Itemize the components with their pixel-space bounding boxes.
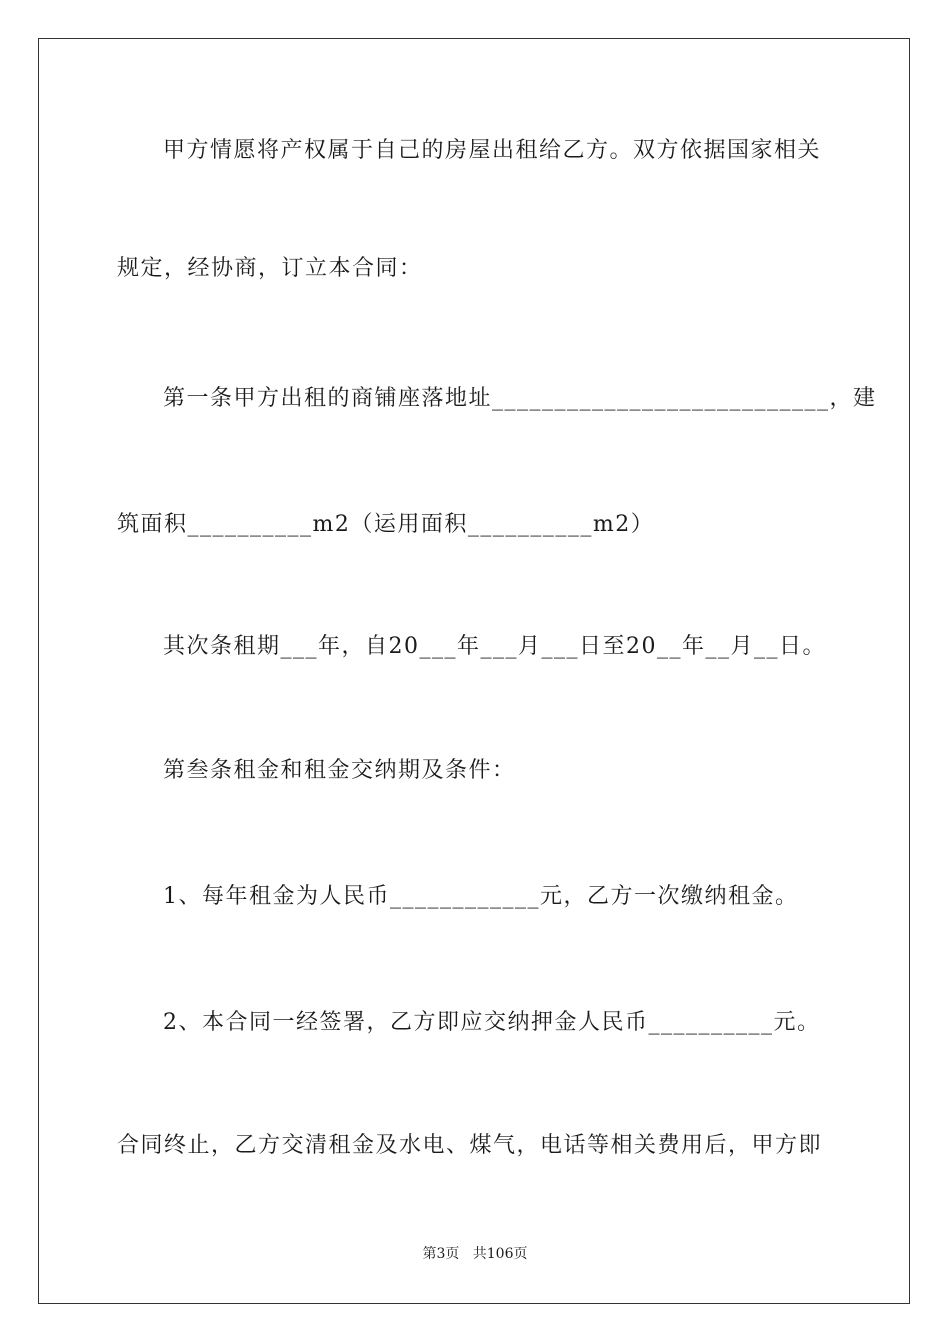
clause-3-heading: 第叁条租金和租金交纳期及条件： xyxy=(163,758,516,783)
clause-1-line-2: 筑面积__________m2（运用面积__________m2） xyxy=(117,512,655,537)
clause-3-item-2-continuation: 合同终止，乙方交清租金及水电、煤气，电话等相关费用后，甲方即 xyxy=(117,1133,823,1158)
clause-1-line-1: 第一条甲方出租的商铺座落地址___________________________，建 xyxy=(163,386,877,411)
page-footer: 第3页 共106页 xyxy=(422,1246,528,1262)
page-border xyxy=(38,38,910,1304)
paragraph-line-2: 规定，经协商，订立本合同： xyxy=(117,256,423,281)
paragraph-line-1: 甲方情愿将产权属于自己的房屋出租给乙方。双方依据国家相关 xyxy=(163,138,822,163)
clause-3-item-1: 1、每年租金为人民币____________元，乙方一次缴纳租金。 xyxy=(163,884,799,909)
clause-2-line: 其次条租期___年，自20___年___月___日至20__年__月__日。 xyxy=(163,634,826,659)
clause-3-item-2: 2、本合同一经签署，乙方即应交纳押金人民币__________元。 xyxy=(163,1010,821,1035)
